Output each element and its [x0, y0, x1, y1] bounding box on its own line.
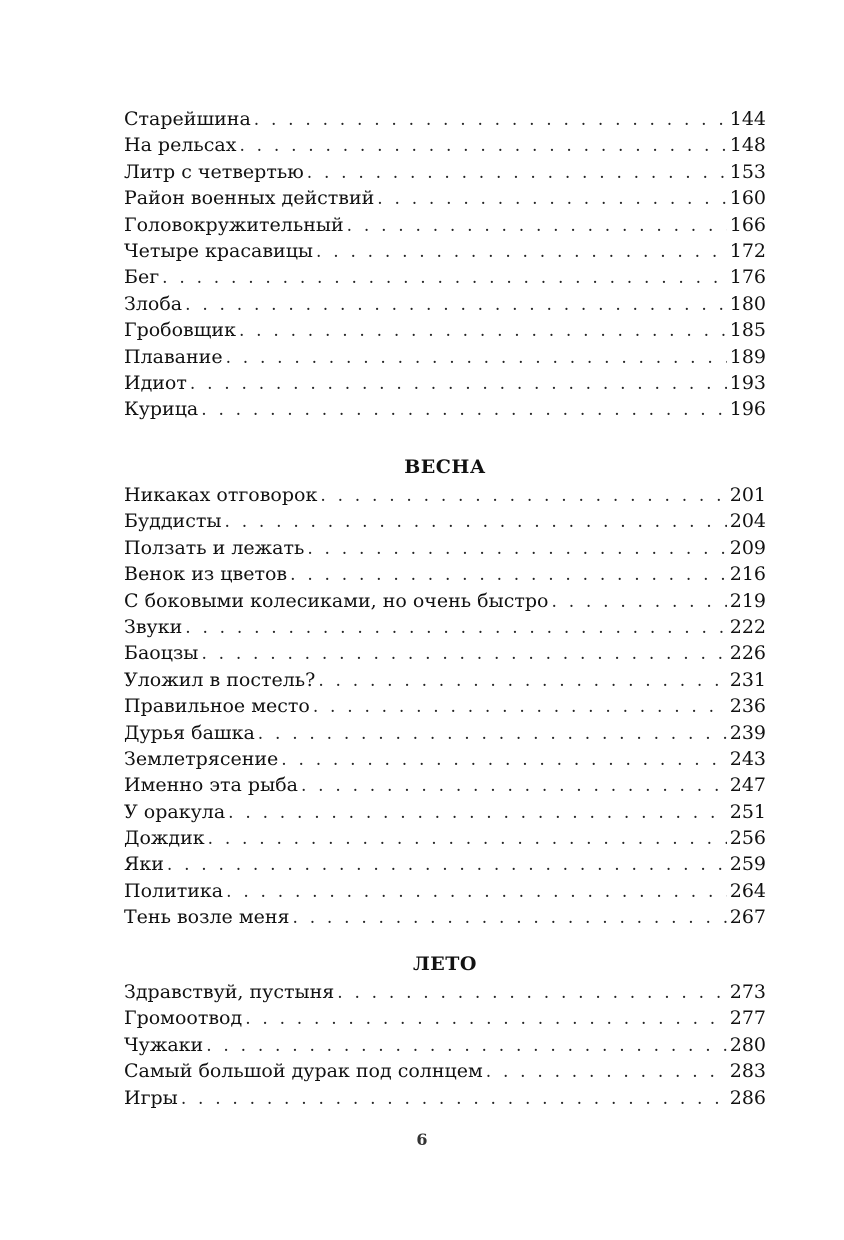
dot-leader — [254, 107, 727, 133]
dot-leader — [206, 1033, 727, 1059]
toc-entry-title: Идиот — [124, 371, 187, 394]
dot-leader — [190, 371, 727, 397]
toc-entry-page: 239 — [729, 721, 766, 744]
toc-entry-page: 277 — [729, 1007, 766, 1030]
toc-entry-title: Четыре красавицы — [124, 239, 314, 262]
toc-entry-title: Никаках отговорок — [124, 484, 318, 506]
dot-leader — [162, 265, 727, 291]
toc-entry-title: Курица — [124, 398, 199, 421]
toc-entry-page: 251 — [729, 800, 766, 823]
toc-entry-title: Плавание — [124, 345, 223, 368]
toc-entry — [124, 482, 766, 508]
toc-entry-title: На рельсах — [124, 134, 237, 157]
toc-entry — [124, 640, 766, 666]
dot-leader — [258, 721, 727, 747]
toc-entry — [124, 614, 766, 640]
toc-entry — [124, 344, 766, 370]
dot-leader — [307, 536, 726, 562]
dot-leader — [224, 509, 726, 535]
toc-entry-title: Самый большой дурак под солнцем — [124, 1060, 483, 1083]
toc-entry-page: 264 — [729, 879, 766, 902]
dot-leader — [208, 826, 727, 852]
toc-entry — [124, 772, 766, 798]
toc-entry-title: Дождик — [124, 827, 205, 850]
dot-leader — [239, 133, 726, 159]
toc-entry — [124, 264, 766, 290]
toc-entry-page: 144 — [729, 108, 766, 130]
page-number: 6 — [416, 1130, 428, 1149]
dot-leader — [201, 397, 726, 423]
toc-entry-title: У оракула — [124, 800, 226, 823]
toc-entry — [124, 878, 766, 904]
toc-entry-page: 219 — [729, 589, 766, 612]
toc-section-summer — [124, 979, 766, 1111]
dot-leader — [245, 1006, 727, 1032]
toc-entry — [124, 1058, 766, 1084]
toc-entry-title: Район военных действий — [124, 187, 375, 210]
toc-entry-title: Игры — [124, 1086, 178, 1109]
toc-entry-title: Буддисты — [124, 510, 222, 533]
toc-entry — [124, 720, 766, 746]
toc-entry-title: Дурья башка — [124, 721, 255, 744]
toc-entry-page: 280 — [729, 1033, 766, 1056]
dot-leader — [320, 483, 726, 509]
toc-entry-page: 236 — [729, 695, 766, 718]
toc-section-continued — [124, 106, 766, 423]
toc-entry-title: Гробовщик — [124, 319, 236, 342]
toc-entry — [124, 979, 766, 1005]
toc-entry-page: 189 — [729, 345, 766, 368]
toc-entry — [124, 317, 766, 343]
toc-entry-title: Ползать и лежать — [124, 536, 305, 559]
toc-entry-page: 166 — [729, 213, 766, 236]
toc-entry — [124, 904, 766, 930]
toc-entry-title: Громоотвод — [124, 1007, 243, 1030]
dot-leader — [307, 160, 727, 186]
dot-leader — [226, 879, 727, 905]
toc-entry-page: 148 — [729, 134, 766, 157]
toc-entry-title: Уложил в постель? — [124, 668, 316, 691]
toc-entry-title: Правильное место — [124, 695, 310, 718]
dot-leader — [185, 292, 727, 318]
toc-entry-page: 196 — [729, 398, 766, 421]
toc-entry — [124, 185, 766, 211]
dot-leader — [318, 668, 726, 694]
section-heading-summer: ЛЕТО — [413, 953, 477, 975]
toc-entry — [124, 799, 766, 825]
toc-entry-page: 231 — [729, 668, 766, 691]
section-heading-spring: ВЕСНА — [404, 456, 486, 478]
toc-entry-page: 172 — [729, 239, 766, 262]
toc-entry-title: Головокружительный — [124, 213, 344, 236]
toc-entry-title: Политика — [124, 879, 224, 902]
toc-entry-page: 247 — [729, 774, 766, 797]
toc-entry-page: 243 — [729, 747, 766, 770]
toc-entry — [124, 746, 766, 772]
toc-entry — [124, 851, 766, 877]
toc-entry-page: 180 — [729, 292, 766, 315]
toc-entry — [124, 132, 766, 158]
toc-entry — [124, 159, 766, 185]
dot-leader — [377, 186, 726, 212]
dot-leader — [337, 980, 726, 1006]
toc-entry-page: 273 — [729, 981, 766, 1003]
toc-entry — [124, 106, 766, 132]
dot-leader — [226, 345, 727, 371]
toc-entry — [124, 1032, 766, 1058]
dot-leader — [185, 615, 726, 641]
dot-leader — [228, 800, 727, 826]
toc-entry-title: Чужаки — [124, 1033, 204, 1056]
toc-entry — [124, 238, 766, 264]
dot-leader — [313, 694, 727, 720]
toc-entry-page: 283 — [729, 1060, 766, 1083]
toc-entry-page: 160 — [729, 187, 766, 210]
toc-entry-page: 153 — [729, 160, 766, 183]
toc-entry-title: Баоцзы — [124, 642, 199, 665]
toc-entry-title: Старейшина — [124, 108, 251, 130]
toc-entry — [124, 508, 766, 534]
toc-entry — [124, 535, 766, 561]
toc-entry-title: Литр с четвертью — [124, 160, 304, 183]
toc-section-spring — [124, 482, 766, 931]
toc-entry-page: 201 — [729, 484, 766, 506]
toc-entry-page: 267 — [729, 906, 766, 929]
toc-entry — [124, 588, 766, 614]
dot-leader — [181, 1086, 727, 1112]
dot-leader — [316, 239, 727, 265]
toc-entry-title: С боковыми колесиками, но очень быстро — [124, 589, 549, 612]
toc-entry-page: 185 — [729, 319, 766, 342]
toc-entry-page: 256 — [729, 827, 766, 850]
toc-entry-title: Звуки — [124, 615, 183, 638]
dot-leader — [167, 852, 727, 878]
toc-entry — [124, 396, 766, 422]
toc-entry-title: Злоба — [124, 292, 183, 315]
toc-entry — [124, 667, 766, 693]
toc-entry — [124, 1085, 766, 1111]
dot-leader — [281, 747, 726, 773]
toc-entry-page: 176 — [729, 266, 766, 289]
toc-entry-page: 222 — [729, 615, 766, 638]
toc-entry-page: 286 — [729, 1086, 766, 1109]
toc-entry-title: Яки — [124, 853, 164, 876]
dot-leader — [293, 905, 727, 931]
dot-leader — [486, 1059, 727, 1085]
toc-entry — [124, 291, 766, 317]
toc-entry — [124, 561, 766, 587]
toc-entry-page: 204 — [729, 510, 766, 533]
toc-entry-title: Землетрясение — [124, 747, 279, 770]
toc-entry — [124, 370, 766, 396]
dot-leader — [301, 773, 727, 799]
dot-leader — [239, 318, 727, 344]
toc-entry — [124, 1005, 766, 1031]
dot-leader — [347, 213, 727, 239]
dot-leader — [551, 589, 726, 615]
toc-entry-page: 193 — [729, 371, 766, 394]
toc-entry-title: Тень возле меня — [124, 906, 290, 929]
dot-leader — [201, 641, 726, 667]
toc-entry — [124, 693, 766, 719]
toc-entry-title: Именно эта рыба — [124, 774, 298, 797]
toc-entry — [124, 212, 766, 238]
toc-entry-title: Венок из цветов — [124, 563, 288, 586]
toc-entry-page: 226 — [729, 642, 766, 665]
dot-leader — [290, 562, 727, 588]
toc-entry-title: Здравствуй, пустыня — [124, 981, 335, 1003]
toc-entry-page: 209 — [729, 536, 766, 559]
toc-entry-page: 216 — [729, 563, 766, 586]
toc-entry-page: 259 — [729, 853, 766, 876]
toc-entry — [124, 825, 766, 851]
toc-entry-title: Бег — [124, 266, 160, 289]
